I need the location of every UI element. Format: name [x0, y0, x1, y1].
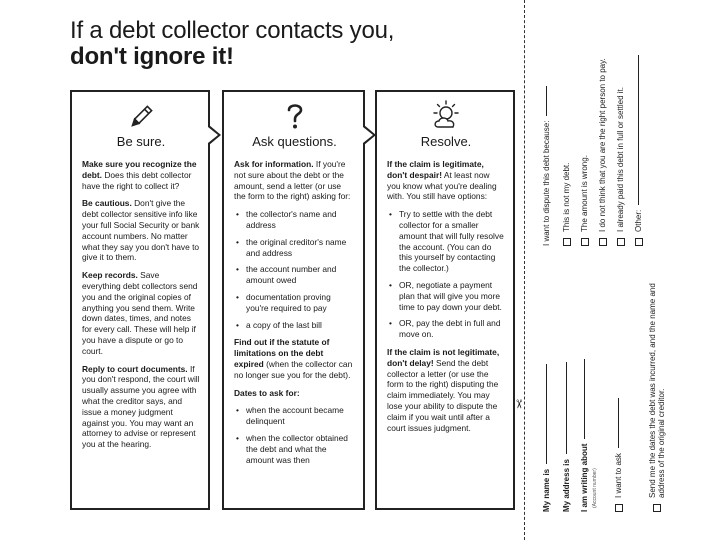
list-item: • OR, pay the debt in full and move on.	[387, 318, 505, 340]
ask-questions-column	[222, 90, 365, 510]
list-item: • the original creditor's name and address	[234, 237, 355, 259]
be-sure-column	[70, 90, 210, 510]
list-item: • Try to settle with the debt collector for a smaller amount that will fully resolve the account. (You can do this yourself by contacting the collector.)	[387, 209, 505, 274]
ask-info-list	[234, 209, 355, 330]
question-mark-icon	[234, 98, 355, 130]
title-line-2: don't ignore it!	[70, 43, 234, 70]
list-item: • when the account became delinquent	[234, 405, 355, 427]
court-documents-paragraph: Reply to court documents. If you don't respond, the court will usually assume you agree with what the creditor says, and issue a money judgment against you. You may want an attorney to advise or represent you at the hearing.	[82, 363, 200, 450]
recognize-debt-paragraph: Make sure you recognize the debt. Does this debt collector have the right to collect it?	[82, 159, 197, 191]
keep-records-paragraph: Keep records. Save everything debt collectors send you and the original copies of anything you send them. Write down dates, times, and notes for every call. These will help if you have a dispute or go to court.	[82, 270, 198, 356]
ask-info-paragraph: Ask for information. If you're not sure about the debt or the amount, send a letter (or use the form to the right) asking for:	[234, 159, 351, 202]
arrow-1-fill	[208, 127, 218, 143]
account-number-caption: (Account number)	[592, 468, 598, 508]
be-cautious-paragraph: Be cautious. Don't give the debt collector sensitive info like your full Social Security or bank account numbers. No matter what they say you don't have to give it to them.	[82, 198, 200, 263]
resolve-heading: Resolve.	[420, 134, 472, 149]
dates-heading: Dates to ask for:	[234, 387, 300, 398]
scissors-icon: ✂	[512, 398, 527, 410]
writing-about-field[interactable]: I am writing about	[580, 359, 589, 512]
not-legitimate-paragraph: If the claim is not legitimate, don't delay! Send the debt collector a letter (or use the form to the right) disputing the claim immediately. You may lose your ability to dispute the claim if you wait until after a court issues judgment.	[387, 346, 500, 433]
option-wrong-person[interactable]: I do not think that you are the right person to pay.	[598, 58, 607, 246]
option-amount-wrong[interactable]: The amount is wrong.	[580, 155, 589, 246]
resolve-column	[375, 90, 515, 510]
cut-line	[524, 0, 525, 540]
list-item: • OR, negotiate a payment plan that will give you more time to pay down your debt.	[387, 280, 505, 312]
dates-list	[234, 405, 355, 465]
option-not-my-debt[interactable]: This is not my debt.	[562, 163, 571, 246]
statute-paragraph: Find out if the statute of limitations on the debt expired (when the collector can no longer sue you for the debt).	[234, 337, 353, 380]
options-list	[387, 209, 505, 340]
be-sure-heading: Be sure.	[116, 134, 166, 149]
option-other[interactable]: Other:	[634, 55, 643, 246]
legitimate-paragraph: If the claim is legitimate, don't despair! At least now you know what you're dealing with. You still have options:	[387, 159, 497, 202]
arrow-2-fill	[363, 127, 373, 143]
option-already-paid[interactable]: I already paid this debt in full or settled it.	[616, 87, 625, 246]
list-item: • the collector's name and address	[234, 209, 355, 231]
list-item: • documentation proving you're required to pay	[234, 292, 355, 314]
list-item: • a copy of the last bill	[234, 320, 355, 331]
list-item: • the account number and amount owed	[234, 264, 355, 286]
sun-cloud-icon	[387, 98, 505, 130]
title-line-1: If a debt collector contacts you,	[70, 17, 395, 44]
pencil-icon	[82, 98, 200, 130]
page-title	[70, 18, 510, 70]
address-field[interactable]: My address is	[562, 362, 571, 512]
ask-questions-heading: Ask questions.	[252, 134, 337, 149]
name-field[interactable]: My name is	[542, 364, 551, 512]
list-item: • when the collector obtained the debt and what the amount was then	[234, 433, 355, 465]
dispute-field[interactable]: I want to dispute this debt because:	[542, 86, 551, 246]
ask-checkbox[interactable]: I want to ask	[614, 398, 623, 512]
send-dates-checkbox[interactable]: Send me the dates the debt was incurred, and the name and address of the original creditor.	[648, 272, 666, 512]
